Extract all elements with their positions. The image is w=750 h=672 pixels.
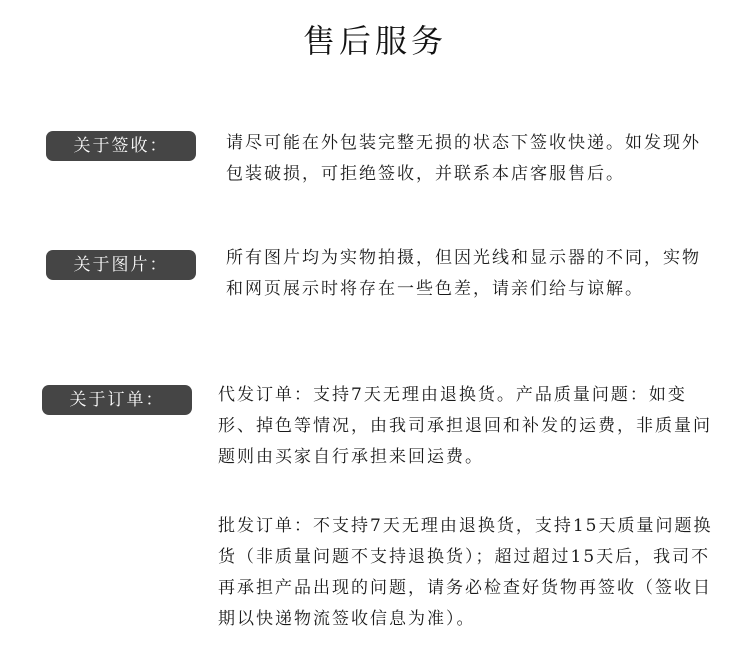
section-text-signing: 请尽可能在外包装完整无损的状态下签收快递。如发现外包装破损，可拒绝签收，并联系本店客服售后。 bbox=[226, 133, 701, 184]
page-title: 售后服务 bbox=[302, 22, 447, 60]
section-text-images: 所有图片均为实物拍摄，但因光线和显示器的不同，实物和网页展示时将存在一些色差，请亲们给与谅解。 bbox=[226, 248, 701, 299]
section-text-orders-dropship: 代发订单：支持7天无理由退换货。产品质量问题：如变形、掉色等情况，由我司承担退回和补发的运费，非质量问题则由买家自行承担来回运费。 bbox=[218, 385, 712, 467]
section-text-orders-wholesale: 批发订单：不支持7天无理由退换货，支持15天质量问题换货（非质量问题不支持退换货）；超过超过15天后，我司不再承担产品出现的问题，请务必检查好货物再签收（签收日期以快递物流签收信息为准）。 bbox=[218, 516, 713, 629]
section-label-orders: 关于订单： bbox=[42, 385, 192, 415]
section-label-signing: 关于签收： bbox=[46, 131, 196, 161]
section-label-images: 关于图片： bbox=[46, 250, 196, 280]
